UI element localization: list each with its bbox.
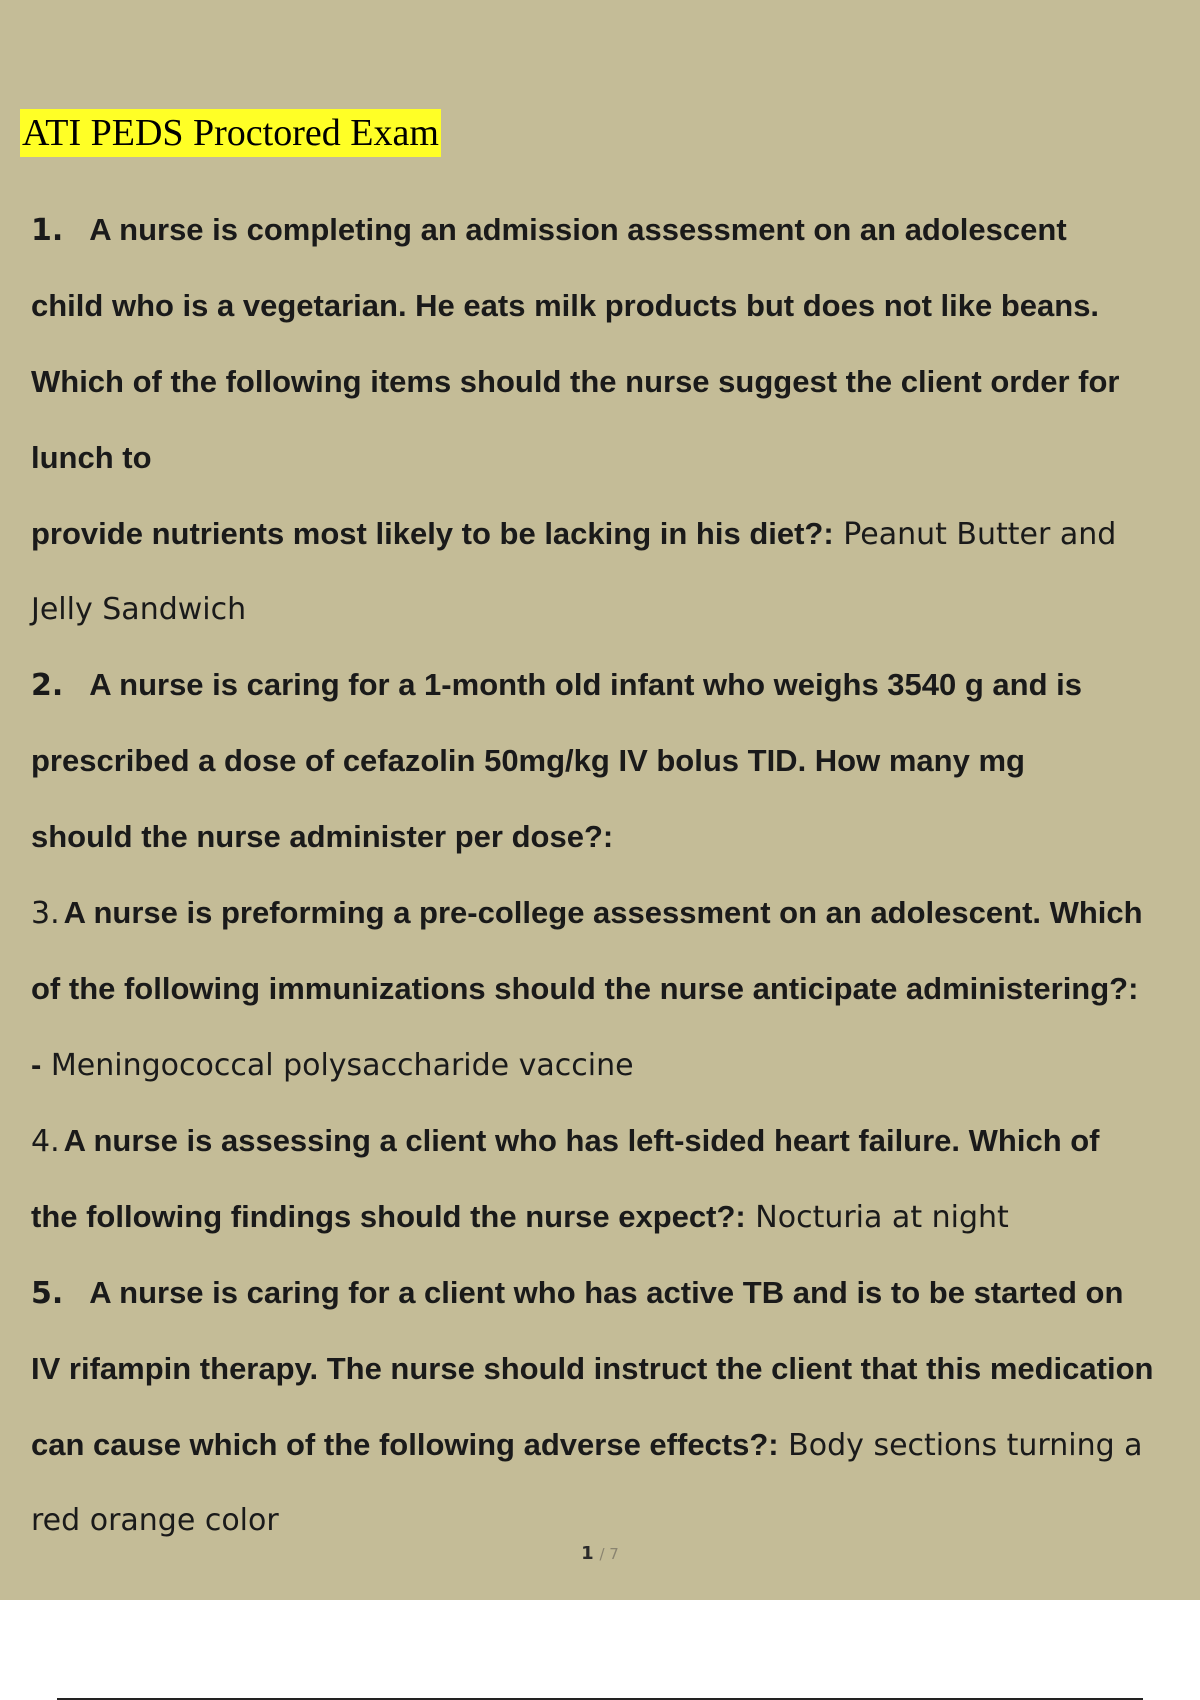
document-title: ATI PEDS Proctored Exam — [20, 109, 441, 157]
question-1-answer-cont: Jelly Sandwich — [31, 592, 247, 627]
question-4-answer: Nocturia at night — [755, 1200, 1009, 1235]
question-1-line-3: Which of the following items should the nurse suggest the client order for — [31, 364, 1120, 399]
question-3-line-2: of the following immunizations should the nurse anticipate administering?: — [31, 971, 1139, 1006]
question-5 — [31, 1255, 1197, 1558]
question-3-number: 3. — [31, 896, 60, 931]
question-2-line-3: should the nurse administer per dose?: — [31, 819, 614, 854]
page-indicator — [0, 1543, 1200, 1564]
question-4 — [31, 1103, 1197, 1255]
question-1-line-6 — [31, 572, 1197, 647]
question-1-line-4: lunch to — [31, 440, 152, 475]
question-4-number: 4. — [31, 1124, 60, 1159]
question-list — [31, 192, 1197, 1558]
question-5-answer-cont: red orange color — [31, 1503, 279, 1538]
question-4-text: A nurse is assessing a client who has left-sided heart failure. Which of — [63, 1123, 1100, 1158]
question-1-line-1 — [31, 192, 1197, 268]
question-5-line-3: can cause which of the following adverse effects?: Body sections turning a — [31, 1427, 1143, 1463]
question-1-number: 1. — [31, 213, 64, 248]
question-3-text: A nurse is preforming a pre-college assessment on an adolescent. Which — [63, 895, 1143, 930]
question-3-answer: Meningococcal polysaccharide vaccine — [50, 1048, 634, 1083]
question-3 — [31, 875, 1197, 1103]
question-3-line-1 — [31, 875, 1197, 951]
question-2-number: 2. — [31, 668, 64, 703]
question-5-number: 5. — [31, 1276, 64, 1311]
question-1-line-2: child who is a vegetarian. He eats milk products but does not like beans. — [31, 288, 1100, 323]
question-2-line-1 — [31, 647, 1197, 723]
question-5-line-2: IV rifampin therapy. The nurse should instruct the client that this medication — [31, 1351, 1154, 1386]
question-4-line-2: the following findings should the nurse expect?: Nocturia at night — [31, 1199, 1009, 1235]
question-5-answer: Body sections turning a — [788, 1428, 1143, 1463]
question-2 — [31, 647, 1197, 875]
page-total: / 7 — [599, 1545, 619, 1563]
question-5-text: A nurse is caring for a client who has active TB and is to be started on — [89, 1275, 1124, 1310]
question-2-text: A nurse is caring for a 1-month old infant who weighs 3540 g and is — [89, 667, 1083, 702]
page-current: 1 — [581, 1543, 594, 1564]
question-5-line-1 — [31, 1255, 1197, 1331]
question-3-answer-dash: - — [31, 1047, 42, 1082]
question-1-text: A nurse is completing an admission assessment on an adolescent — [89, 212, 1067, 247]
question-3-line-3 — [31, 1027, 1197, 1103]
question-1 — [31, 192, 1197, 647]
question-1-line-5: provide nutrients most likely to be lacking in his diet?: Peanut Butter and — [31, 516, 1117, 552]
question-2-line-2: prescribed a dose of cefazolin 50mg/kg IV bolus TID. How many mg — [31, 743, 1025, 778]
question-1-answer: Peanut Butter and — [843, 517, 1117, 552]
question-4-line-1 — [31, 1103, 1197, 1179]
